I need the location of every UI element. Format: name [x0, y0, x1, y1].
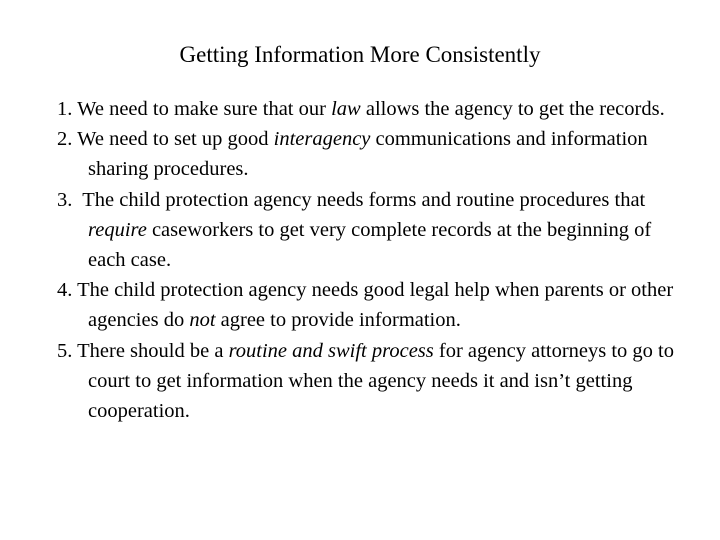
- list-item-4: [57, 275, 677, 335]
- item-number: 4.: [57, 279, 78, 302]
- item-text: We need to set up good: [77, 128, 274, 151]
- list-item-2: [57, 124, 677, 184]
- item-text: There should be a: [77, 339, 229, 362]
- item-text: for agency attorneys to go to court to get information when the agency needs it and isn’t getting cooperation.: [88, 339, 674, 423]
- item-emphasis: routine and swift process: [228, 339, 434, 362]
- list-item-3: [57, 185, 677, 276]
- bullet-list: [57, 94, 677, 426]
- item-number: 5.: [57, 339, 78, 362]
- item-number: 1.: [57, 98, 78, 120]
- item-emphasis: law: [331, 98, 361, 120]
- item-text: agree to provide information.: [215, 309, 461, 332]
- item-text: The child protection agency needs good legal help when parents or other agencies do: [77, 279, 674, 332]
- list-item-5: [57, 336, 677, 427]
- item-text: We need to make sure that our: [77, 98, 332, 120]
- slide-title: Getting Information More Consistently: [179, 42, 541, 67]
- item-number: 2.: [57, 128, 78, 151]
- list-item-1: [57, 94, 677, 124]
- item-text: caseworkers to get very complete records at the beginning of each case.: [88, 218, 652, 272]
- item-text: The child protection agency needs forms and routine procedures that: [82, 188, 646, 211]
- item-number: 3.: [57, 188, 83, 211]
- item-emphasis: not: [189, 309, 216, 332]
- item-emphasis: interagency: [273, 128, 371, 151]
- item-text: allows the agency to get the records.: [360, 98, 665, 120]
- item-emphasis: require: [88, 218, 147, 241]
- item-text: communications and information sharing procedures.: [88, 128, 648, 181]
